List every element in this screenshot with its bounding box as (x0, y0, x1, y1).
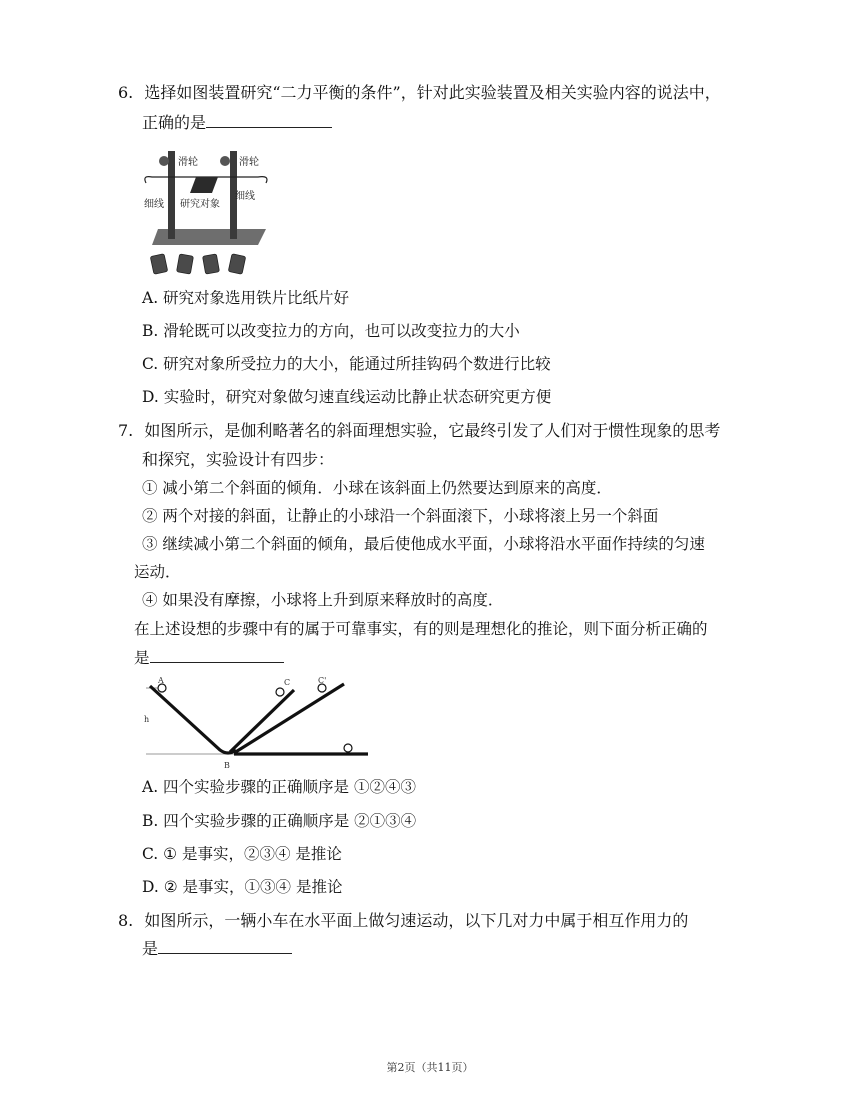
label-b: B (224, 761, 230, 770)
q8-stem-line2 (142, 938, 292, 960)
q7-analysis-line2 (134, 647, 284, 669)
label-c2: C' (318, 676, 327, 685)
ball-c2 (318, 684, 326, 692)
q6-option-c[interactable]: C. 研究对象所受拉力的大小，能通过所挂钩码个数进行比较 (142, 355, 551, 373)
label-pulley-left: 滑轮 (178, 157, 198, 168)
q7-step-3: ③ 继续减小第二个斜面的倾角，最后使他成水平面，小球将沿水平面作持续的匀速 (142, 535, 705, 553)
q6-stem-text: 选择如图装置研究“二力平衡的条件”，针对此实验装置及相关实验内容的说法中， (144, 83, 721, 102)
q6-answer-blank[interactable] (206, 113, 332, 128)
q7-stem-line2: 和探究，实验设计有四步： (142, 450, 335, 469)
label-c: C (284, 678, 291, 687)
q7-option-c[interactable]: C. ① 是事实，②③④ 是推论 (142, 845, 342, 863)
q7-stem-line1 (118, 420, 720, 442)
q7-option-b[interactable]: B. 四个实验步骤的正确顺序是 ②①③④ (142, 812, 417, 830)
q7-step-2: ② 两个对接的斜面，让静止的小球沿一个斜面滚下，小球将滚上另一个斜面 (142, 507, 659, 525)
q8-stem-text-2: 是 (142, 939, 159, 958)
q7-step-4: ④ 如果没有摩擦，小球将上升到原来释放时的高度． (142, 591, 504, 609)
label-object: 研究对象 (180, 199, 220, 210)
q7-incline-figure (138, 676, 370, 770)
q6-number: 6. (118, 83, 134, 102)
q6-option-b[interactable]: B. 滑轮既可以改变拉力的方向，也可以改变拉力的大小 (142, 322, 520, 340)
q7-option-a[interactable]: A. 四个实验步骤的正确顺序是 ①②④③ (142, 778, 416, 796)
left-incline (150, 686, 236, 753)
ball-c (276, 688, 284, 696)
label-pulley-right: 滑轮 (239, 157, 259, 168)
q7-option-d[interactable]: D. ② 是事实，①③④ 是推论 (142, 878, 343, 896)
hook-weights (150, 254, 245, 275)
q8-stem-text: 如图所示，一辆小车在水平面上做匀速运动，以下几对力中属于相互作用力的 (144, 911, 689, 930)
left-post (168, 151, 175, 239)
label-string-right: 细线 (235, 191, 255, 202)
q8-stem-line1 (118, 910, 688, 932)
q7-stem-text: 如图所示，是伽利略著名的斜面理想实验，它最终引发了人们对于惯性现象的思考 (144, 421, 721, 440)
q7-number: 7. (118, 421, 134, 440)
ball-ground (344, 744, 352, 752)
q7-step-3-cont: 运动． (134, 563, 181, 581)
q7-answer-blank[interactable] (150, 648, 284, 663)
q7-analysis-line1: 在上述设想的步骤中有的属于可靠事实，有的则是理想化的推论，则下面分析正确的 (134, 620, 708, 638)
research-object-card (190, 177, 218, 193)
ball-a (158, 684, 166, 692)
q7-step-1: ① 减小第二个斜面的倾角．小球在该斜面上仍然要达到原来的高度． (142, 479, 612, 497)
q7-analysis-text-2: 是 (134, 649, 150, 667)
q6-stem-line2 (142, 112, 332, 134)
right-pulley (220, 156, 230, 166)
q6-apparatus-figure (138, 141, 278, 281)
q8-number: 8. (118, 911, 134, 930)
q8-answer-blank[interactable] (158, 939, 292, 954)
left-pulley (159, 156, 169, 166)
q6-option-d[interactable]: D. 实验时，研究对象做匀速直线运动比静止状态研究更方便 (142, 388, 552, 406)
q6-option-a[interactable]: A. 研究对象选用铁片比纸片好 (142, 289, 350, 307)
label-string-left: 细线 (144, 199, 164, 210)
q6-stem-line1 (118, 82, 721, 104)
q6-stem-text-2: 正确的是 (142, 113, 207, 132)
page-footer: 第2页（共11页） (386, 1061, 474, 1074)
label-h: h (144, 715, 150, 724)
label-a: A (158, 676, 164, 685)
